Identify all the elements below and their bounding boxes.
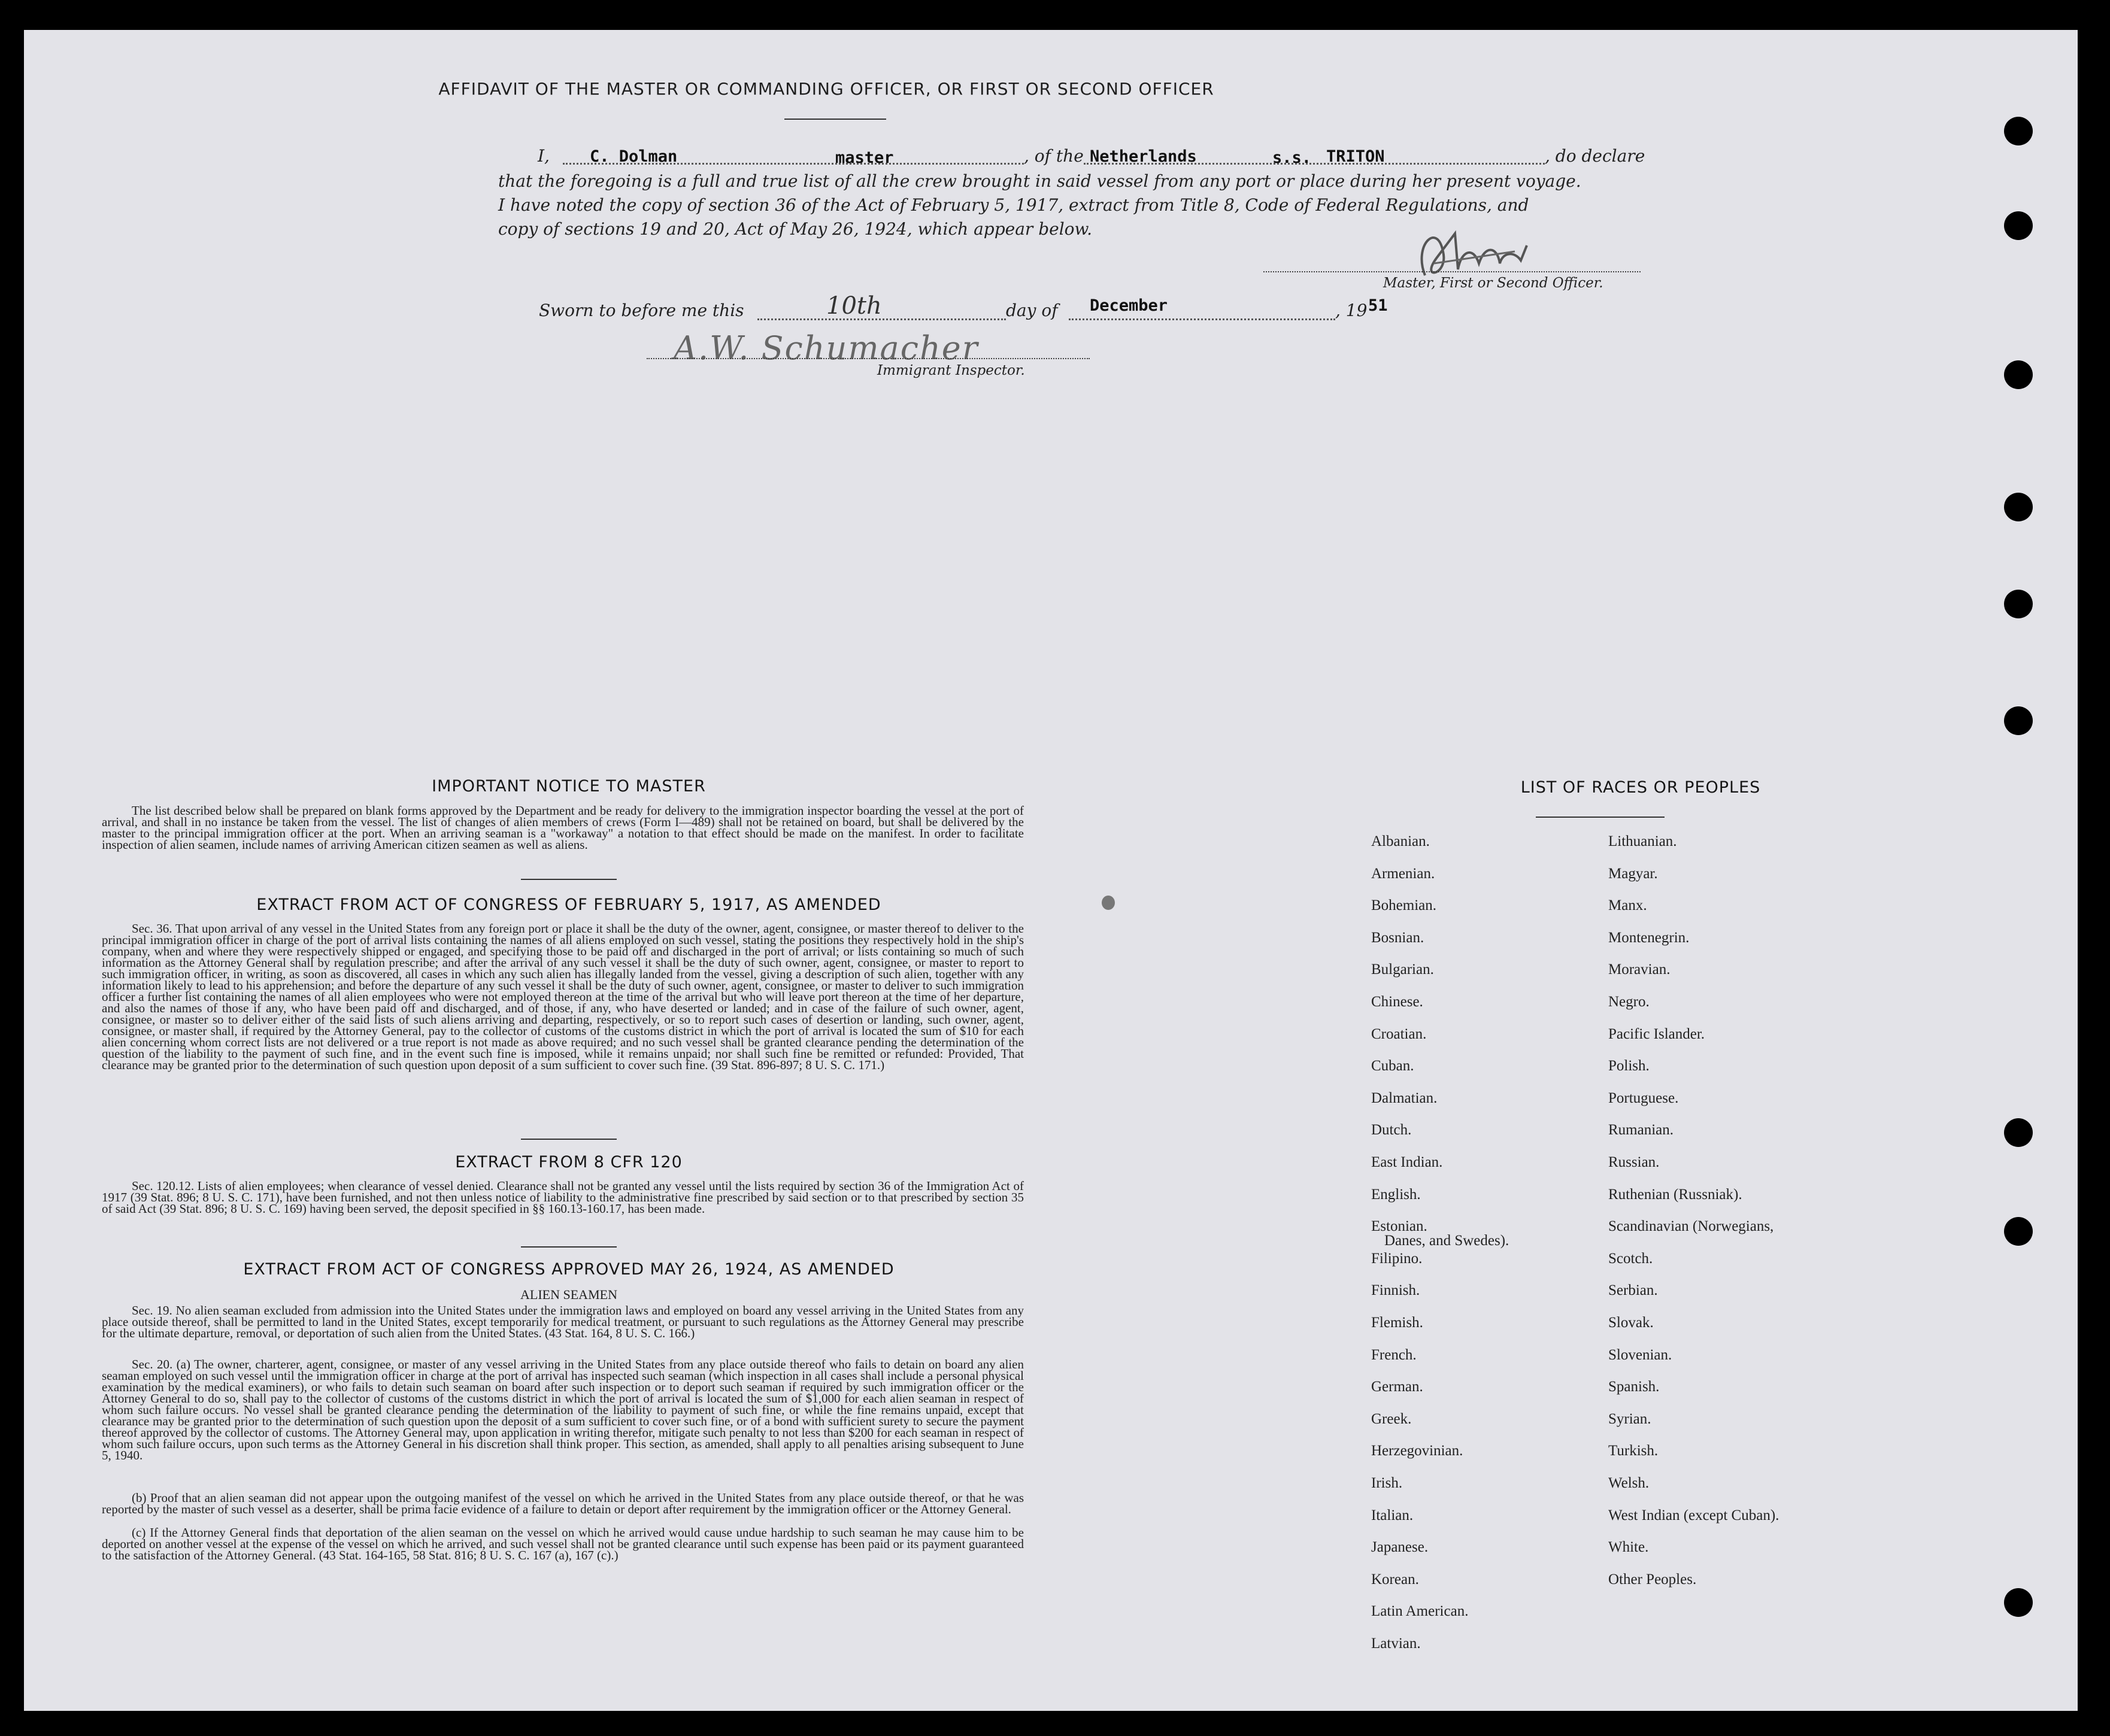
cfr-title: EXTRACT FROM 8 CFR 120 bbox=[455, 1153, 683, 1172]
officer-caption: Master, First or Second Officer. bbox=[1383, 275, 1603, 291]
race-item: Bohemian. bbox=[1371, 897, 1437, 914]
race-item: Finnish. bbox=[1371, 1282, 1420, 1299]
race-item: Bulgarian. bbox=[1371, 961, 1434, 978]
sec-20b-body: (b) Proof that an alien seaman did not appear upon the outgoing manifest of the vessel on which he arrived in the United States from any place outside thereof, or that he was reported by the master of such vessel as a deserter, shall be prima facie evidence of a failure to detain or deport after requirement by the immigration officer or the Attorney General. bbox=[102, 1491, 1024, 1516]
races-rule bbox=[1536, 817, 1665, 818]
document-page bbox=[24, 30, 2078, 1711]
race-item: Rumanian. bbox=[1608, 1122, 1674, 1139]
race-item: Scandinavian (Norwegians, bbox=[1608, 1218, 1774, 1235]
race-item: Bosnian. bbox=[1371, 929, 1424, 946]
race-item: Chinese. bbox=[1371, 994, 1423, 1010]
of-the: , of the bbox=[1024, 146, 1084, 166]
race-item: Pacific Islander. bbox=[1608, 1025, 1705, 1042]
race-item: English. bbox=[1371, 1186, 1421, 1203]
race-item: Polish. bbox=[1608, 1058, 1650, 1075]
vessel-prefix: s.s. bbox=[1272, 148, 1312, 167]
sworn-month: December bbox=[1090, 296, 1168, 315]
race-item: Irish. bbox=[1371, 1475, 1403, 1491]
declaration-line-3: I have noted the copy of section 36 of the Act of February 5, 1917, extract from Title 8, Code of Federal Regulations, and bbox=[498, 195, 1529, 215]
race-item: Japanese. bbox=[1371, 1539, 1429, 1556]
race-item: Dutch. bbox=[1371, 1122, 1412, 1139]
race-item: Armenian. bbox=[1371, 865, 1435, 882]
inspector-signature: A.W. Schumacher bbox=[674, 329, 979, 367]
race-item: Slovenian. bbox=[1608, 1346, 1672, 1363]
notice-title: IMPORTANT NOTICE TO MASTER bbox=[432, 777, 706, 796]
race-item: Cuban. bbox=[1371, 1058, 1414, 1075]
day-of: day of bbox=[1006, 301, 1058, 320]
punch-hole bbox=[2004, 590, 2033, 618]
punch-hole bbox=[2004, 117, 2033, 145]
extract-1917-rule bbox=[521, 1139, 617, 1140]
race-item: Latvian. bbox=[1371, 1635, 1421, 1652]
race-item: Italian. bbox=[1371, 1507, 1414, 1523]
officer-blank bbox=[1263, 271, 1641, 272]
race-item: Magyar. bbox=[1608, 865, 1658, 882]
race-item: Russian. bbox=[1608, 1154, 1660, 1170]
punch-hole bbox=[2004, 706, 2033, 735]
sworn-day: 10th bbox=[826, 292, 882, 320]
race-item: Serbian. bbox=[1608, 1282, 1658, 1299]
extract-1924-subtitle: ALIEN SEAMEN bbox=[520, 1287, 617, 1302]
race-item: Other Peoples. bbox=[1608, 1571, 1697, 1588]
sec-20c-body: (c) If the Attorney General finds that deportation of the alien seaman on the vessel on which he arrived would cause undue hardship to such seaman he may cause him to be deported on another vessel at the expense of the vessel on which he arrived, and such vessel shall not be granted clearance until such expense has been paid or its payment guaranteed to the satisfaction of the Attorney General. (43 Stat. 164-165, 58 Stat. 816; 8 U. S. C. 167 (a), 167 (c).) bbox=[102, 1525, 1024, 1562]
do-declare: , do declare bbox=[1545, 146, 1645, 166]
vessel-name: TRITON bbox=[1326, 147, 1385, 166]
race-item: Croatian. bbox=[1371, 1025, 1427, 1042]
rank: master bbox=[835, 148, 894, 167]
races-title: LIST OF RACES OR PEOPLES bbox=[1520, 778, 1761, 797]
race-item: Lithuanian. bbox=[1608, 833, 1677, 849]
race-item: Scotch. bbox=[1608, 1250, 1653, 1267]
punch-hole bbox=[2004, 493, 2033, 521]
master-name: C. Dolman bbox=[590, 147, 678, 166]
smudge-mark bbox=[1102, 896, 1115, 910]
race-item: West Indian (except Cuban). bbox=[1608, 1507, 1779, 1523]
nationality: Netherlands bbox=[1090, 147, 1197, 166]
title-rule bbox=[784, 119, 886, 120]
race-item: Turkish. bbox=[1608, 1443, 1659, 1459]
race-item: Negro. bbox=[1608, 994, 1650, 1010]
race-item: Dalmatian. bbox=[1371, 1089, 1438, 1106]
race-item: French. bbox=[1371, 1346, 1417, 1363]
declaration-line-4: copy of sections 19 and 20, Act of May 26, 1924, which appear below. bbox=[498, 219, 1093, 239]
year-suffix: 51 bbox=[1368, 296, 1388, 315]
punch-hole bbox=[2004, 1217, 2033, 1246]
inspector-caption: Immigrant Inspector. bbox=[877, 363, 1025, 378]
race-item: East Indian. bbox=[1371, 1154, 1443, 1170]
notice-body: The list described below shall be prepared on blank forms approved by the Department and be ready for delivery to the immigration inspector boarding the vessel at the port of arrival, and shall in no instance be taken from the vessel. The list of changes of alien members of crews (Form I—489) shall not be retained on board, but shall be delivered by the master to the principal immigration officer at the port. When an arriving seaman is a "workaway" a notation to that effect should be made on the manifest. In order to facilitate inspection of alien seamen, include names of arriving American citizen seamen as well as aliens. bbox=[102, 803, 1024, 852]
punch-hole bbox=[2004, 1118, 2033, 1147]
punch-hole bbox=[2004, 211, 2033, 240]
sworn-text: Sworn to before me this bbox=[539, 301, 744, 320]
race-item: Albanian. bbox=[1371, 833, 1430, 849]
inspector-blank bbox=[647, 358, 1090, 359]
sec-20a-body: Sec. 20. (a) The owner, charterer, agent, consignee, or master of any vessel arriving in the United States from any place outside thereof who fails to detain on board any alien seaman employed on such vessel until the immigration officer in charge at the port of arrival has inspected such seaman (which inspection in all cases shall include a personal physical examination by the medical examiners), or who fails to detain such seaman on board after such inspection or to deport such seaman if required by such immigration officer or the Attorney General to do so, shall pay to the collector of customs of the customs district in which the port of arrival is located the sum of $1,000 for each alien seaman in respect of whom such failure occurs. No vessel shall be granted clearance pending the determination of the liability to payment of such fine, or while the fine remains unpaid, except that clearance may be granted prior to the determination of such question upon the deposit of a sum sufficient to cover such fine, or of a bond with sufficient surety to secure the payment thereof approved by the collector of customs. The Attorney General may, upon application in writing therefor, mitigate such penalty to not less than $200 for each seaman in respect of whom such failure occurs, upon such terms as the Attorney General in his discretion shall think proper. This section, as amended, shall apply to all penalties arising subsequent to June 5, 1940. bbox=[102, 1357, 1024, 1462]
race-item: Manx. bbox=[1608, 897, 1647, 914]
race-item: Slovak. bbox=[1608, 1315, 1654, 1331]
race-item: German. bbox=[1371, 1379, 1423, 1395]
race-item: Welsh. bbox=[1608, 1475, 1650, 1491]
race-item: Syrian. bbox=[1608, 1410, 1651, 1427]
year-prefix: , 19 bbox=[1335, 301, 1368, 320]
race-item: Ruthenian (Russniak). bbox=[1608, 1186, 1742, 1203]
extract-1917-title: EXTRACT FROM ACT OF CONGRESS OF FEBRUARY 5, 1917, AS AMENDED bbox=[256, 896, 881, 914]
extract-1924-title: EXTRACT FROM ACT OF CONGRESS APPROVED MAY 26, 1924, AS AMENDED bbox=[243, 1260, 895, 1279]
notice-rule bbox=[521, 879, 617, 880]
race-item: Montenegrin. bbox=[1608, 929, 1690, 946]
race-item: Danes, and Swedes). bbox=[1384, 1233, 1509, 1249]
month-blank bbox=[1069, 318, 1335, 320]
race-item: Latin American. bbox=[1371, 1603, 1469, 1620]
race-item: Greek. bbox=[1371, 1410, 1412, 1427]
punch-hole bbox=[2004, 1588, 2033, 1617]
declaration-line-2: that the foregoing is a full and true list of all the crew brought in said vessel from any port or place during her present voyage. bbox=[498, 171, 1581, 191]
race-item: Portuguese. bbox=[1608, 1089, 1679, 1106]
pronoun: I, bbox=[538, 146, 550, 166]
affidavit-title: AFFIDAVIT OF THE MASTER OR COMMANDING OFFICER, OR FIRST OR SECOND OFFICER bbox=[438, 79, 1214, 99]
race-item: Spanish. bbox=[1608, 1379, 1660, 1395]
race-item: Filipino. bbox=[1371, 1250, 1423, 1267]
extract-1917-body: Sec. 36. That upon arrival of any vessel in the United States from any foreign port or place it shall be the duty of the owner, agent, consignee, or master thereof to deliver to the principal immigration officer in charge of the port of arrival lists containing the names of all aliens employed on such vessel, stating the positions they respectively hold in the ship's company, when and where they were respectively shipped or engaged, and specifying those to be paid off and discharged in the port of arrival; or lists containing so much of such information as the Attorney General shall by regulation prescribe; and after the arrival of any such vessel it shall be the duty of such owner, agent, consignee, or master to report to such immigration officer, in writing, as soon as discovered, all cases in which any such alien has illegally landed from the vessel, giving a description of such alien, together with any information likely to lead to his apprehension; and before the departure of any such vessel it shall be the duty of such owner, agent, consignee, or master to deliver to such immigration officer a further list containing the names of all alien employees who were not employed thereon at the time of the arrival but who will leave port thereon at the time of her departure, and also the names of those if any, who have been paid off and discharged, and of those, if any, who have deserted or landed; and in case of the failure of such owner, agent, consignee, or master so to deliver either of the said lists of such aliens arriving and departing, respectively, or so to report such cases of desertion or landing, such owner, agent, consignee, or master shall, if required by the Attorney General, pay to the collector of customs of the customs district in which the port of arrival is located the sum of $10 for each alien concerning whom correct lists are not delivered or a true report is not made as above required; and no such vessel shall be granted clearance pending the determination of the question of the liability to the payment of such fine, and in the event such fine is imposed, while it remains unpaid; nor shall such fine be remitted or refunded: Provided, That clearance may be granted prior to the determination of such question upon deposit of a sum sufficient to cover such fine. (39 Stat. 896-897; 8 U. S. C. 171.) bbox=[102, 921, 1024, 1072]
race-item: Moravian. bbox=[1608, 961, 1671, 978]
race-item: Estonian. bbox=[1371, 1218, 1427, 1235]
race-item: Herzegovinian. bbox=[1371, 1443, 1463, 1459]
race-item: White. bbox=[1608, 1539, 1649, 1556]
cfr-rule bbox=[521, 1246, 617, 1248]
race-item: Flemish. bbox=[1371, 1315, 1423, 1331]
race-item: Korean. bbox=[1371, 1571, 1419, 1588]
cfr-body: Sec. 120.12. Lists of alien employees; when clearance of vessel denied. Clearance shall not be granted any vessel until the lists required by section 36 of the Immigration Act of 1917 (39 Stat. 896; 8 U. S. C. 171), have been furnished, and not then unless notice of liability to the administrative fine prescribed by said section or to that prescribed by section 35 of said Act (39 Stat. 896; 8 U. S. C. 169) having been served, the deposit specified in §§ 160.13-160.17, has been made. bbox=[102, 1179, 1024, 1216]
sec-19-body: Sec. 19. No alien seaman excluded from admission into the United States under the immigration laws and employed on board any vessel arriving in the United States from any place outside thereof, shall be permitted to land in the United States, except temporarily for medical treatment, or pursuant to such regulations as the Attorney General may prescribe for the ultimate departure, removal, or deportation of such alien from the United States. (43 Stat. 164, 8 U. S. C. 166.) bbox=[102, 1303, 1024, 1340]
punch-hole bbox=[2004, 360, 2033, 389]
